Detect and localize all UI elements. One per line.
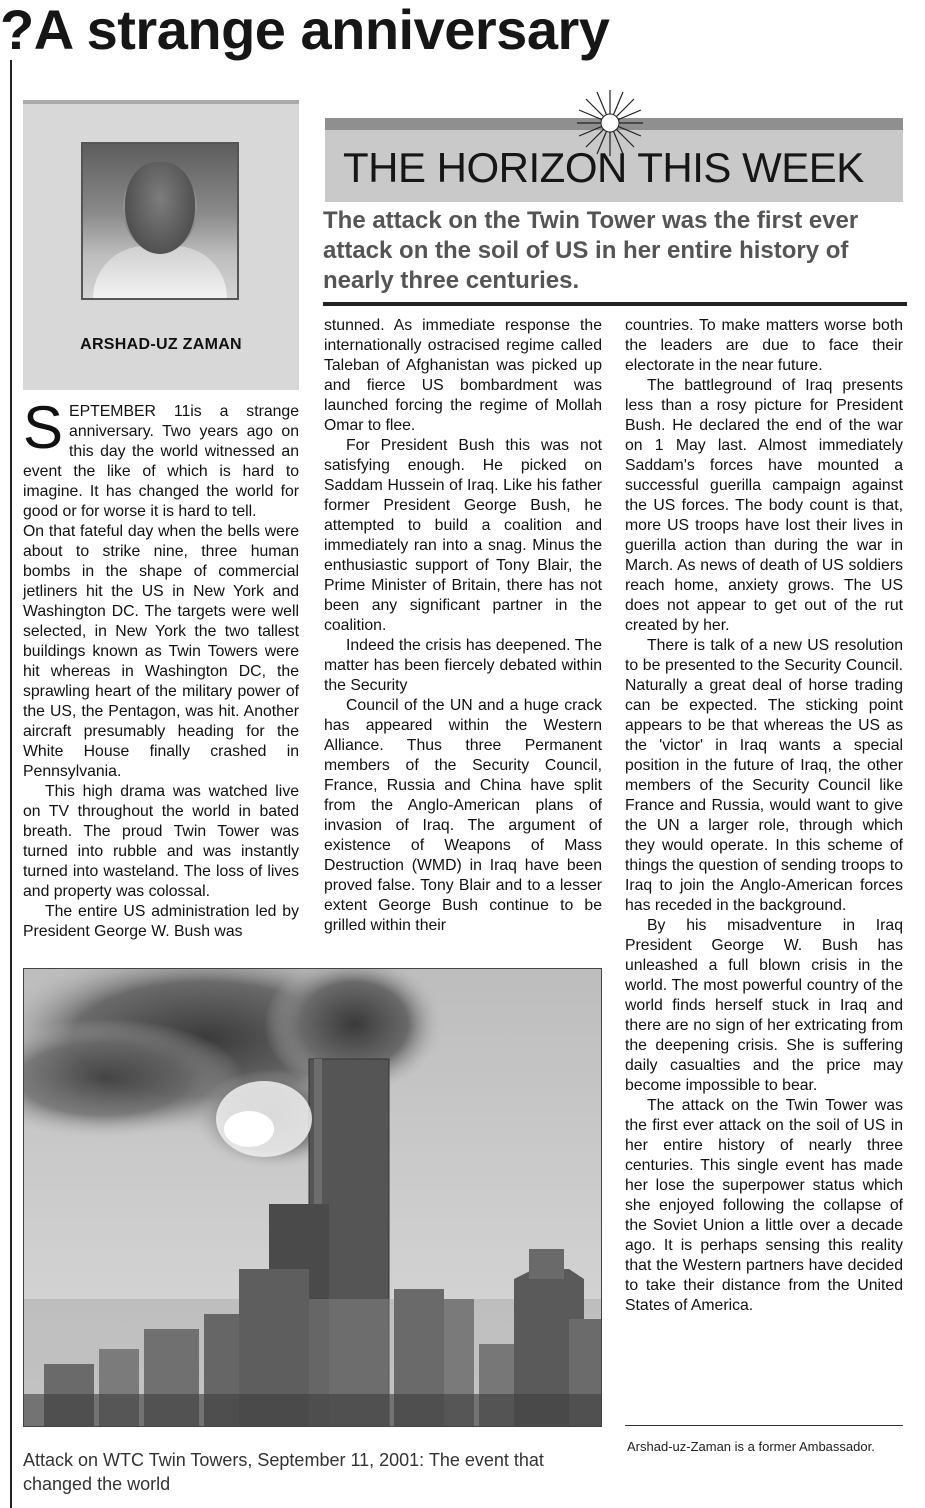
paragraph: [23, 394, 299, 522]
section-banner-title: THE HORIZON THIS WEEK: [343, 144, 864, 191]
author-box: [23, 100, 299, 390]
article-end-rule: [625, 1425, 903, 1426]
paragraph: The entire US administration led by President George W. Bush was: [23, 903, 299, 940]
portrait-face: [125, 162, 195, 254]
lead-text: EPTEMBER 11is a strange anniversary. Two years ago on this day the world witnessed an event the like of which is hard to imagine. It has changed the world for good or for worse it is hard to tell.: [23, 403, 299, 520]
drop-cap: S: [23, 394, 64, 461]
paragraph: The battleground of Iraq presents less than a rosy picture for President Bush. He declared the end of the war on 1 May last. Almost immediately Saddam's forces have mounted a successful guerilla campaign against the US forces. The body count is that, more US troops have lost their lives in guerilla action than during the war in March. As news of death of US soldiers reach home, anxiety grows. The US does not appear to get out of the rut created by her.: [625, 377, 903, 634]
wtc-photo: [23, 968, 602, 1427]
paragraph: On that fateful day when the bells were about to strike nine, three human bombs in the shape of commercial jetliners hit the US in New York and Washington DC. The targets were well selected, in New York the two tallest buildings known as Twin Towers were hit whereas in Washington DC, the sprawling heart of the military power of the US, the Pentagon, was hit. Another aircraft presumably heading for the White House finally crashed in Pennsylvania.: [23, 523, 299, 780]
photo-caption: Attack on WTC Twin Towers, September 11, 2001: The event that changed the world: [23, 1450, 544, 1494]
author-note: Arshad-uz-Zaman is a former Ambassador.: [627, 1439, 875, 1454]
left-column-rule: [10, 60, 12, 1508]
author-name: ARSHAD-UZ ZAMAN: [80, 336, 242, 353]
paragraph: stunned. As immediate response the internationally ostracised regime called Taleban of Afghanistan was picked up and fierce US bombardment was launched forcing the regime of Mollah Omar to flee.: [324, 317, 602, 434]
paragraph: This high drama was watched live on TV throughout the world in bated breath. The proud Twin Tower was turned into rubble and was instantly turned into wasteland. The loss of lives and property was colossal.: [23, 783, 299, 900]
paragraph: By his misadventure in Iraq President George W. Bush has unleashed a full blown crisis in the world. The most powerful country of the world finds herself stuck in Iraq and there are no sign of her extricating from the deepening crisis. She is suffering daily casualties and the price may become impossible to bear.: [625, 917, 903, 1094]
article-column-1: [23, 394, 299, 942]
wtc-photo-illustration: [24, 969, 602, 1427]
paragraph: There is talk of a new US resolution to be presented to the Security Council. Naturally a great deal of horse trading can be expected. The sticking point appears to be that whereas the US as the 'victor' in Iraq wants a special position in the future of Iraq, the other members of the Security Council like France and Russia, would want to give the UN a larger role, through which they would operate. In this scheme of things the question of sending troops to Iraq to join the Anglo-American forces has receded in the background.: [625, 637, 903, 914]
article-column-3: [625, 316, 903, 1316]
paragraph: The attack on the Twin Tower was the first ever attack on the soil of US in her entire history of nearly three centuries. This single event has made her lose the superpower status which she enjoyed following the collapse of the Soviet Union a little over a decade ago. It is perhaps sensing this reality that the Western partners have decided to take their distance from the United States of America.: [625, 1097, 903, 1314]
paragraph: countries. To make matters worse both the leaders are due to face their electorate in the near future.: [625, 317, 903, 374]
deck-divider: [323, 302, 907, 306]
starburst-icon: [575, 88, 645, 158]
paragraph: Council of the UN and a huge crack has appeared within the Western Alliance. Thus three Permanent members of the Security Council, France, Russia and China have split from the Anglo-American plans of invasion of Iraq. The argument of existence of Weapons of Mass Destruction (WMD) in Iraq have been proved false. Tony Blair and to a lesser extent George Bush continue to be grilled within their: [324, 697, 602, 934]
headline: ?A strange anniversary: [0, 0, 610, 61]
article-column-2: [324, 316, 602, 936]
paragraph: For President Bush this was not satisfying enough. He picked on Saddam Hussein of Iraq. Like his father former President George Bush, he attempted to build a coalition and immediately ran into a snag. Minus the enthusiastic support of Tony Blair, the Prime Minister of Britain, there has not been any significant partner in the coalition.: [324, 437, 602, 634]
article-deck: The attack on the Twin Tower was the first ever attack on the soil of US in her entire history of nearly three centuries.: [323, 207, 859, 294]
paragraph: Indeed the crisis has deepened. The matter has been fiercely debated within the Security: [324, 637, 602, 694]
author-portrait: [81, 142, 239, 300]
